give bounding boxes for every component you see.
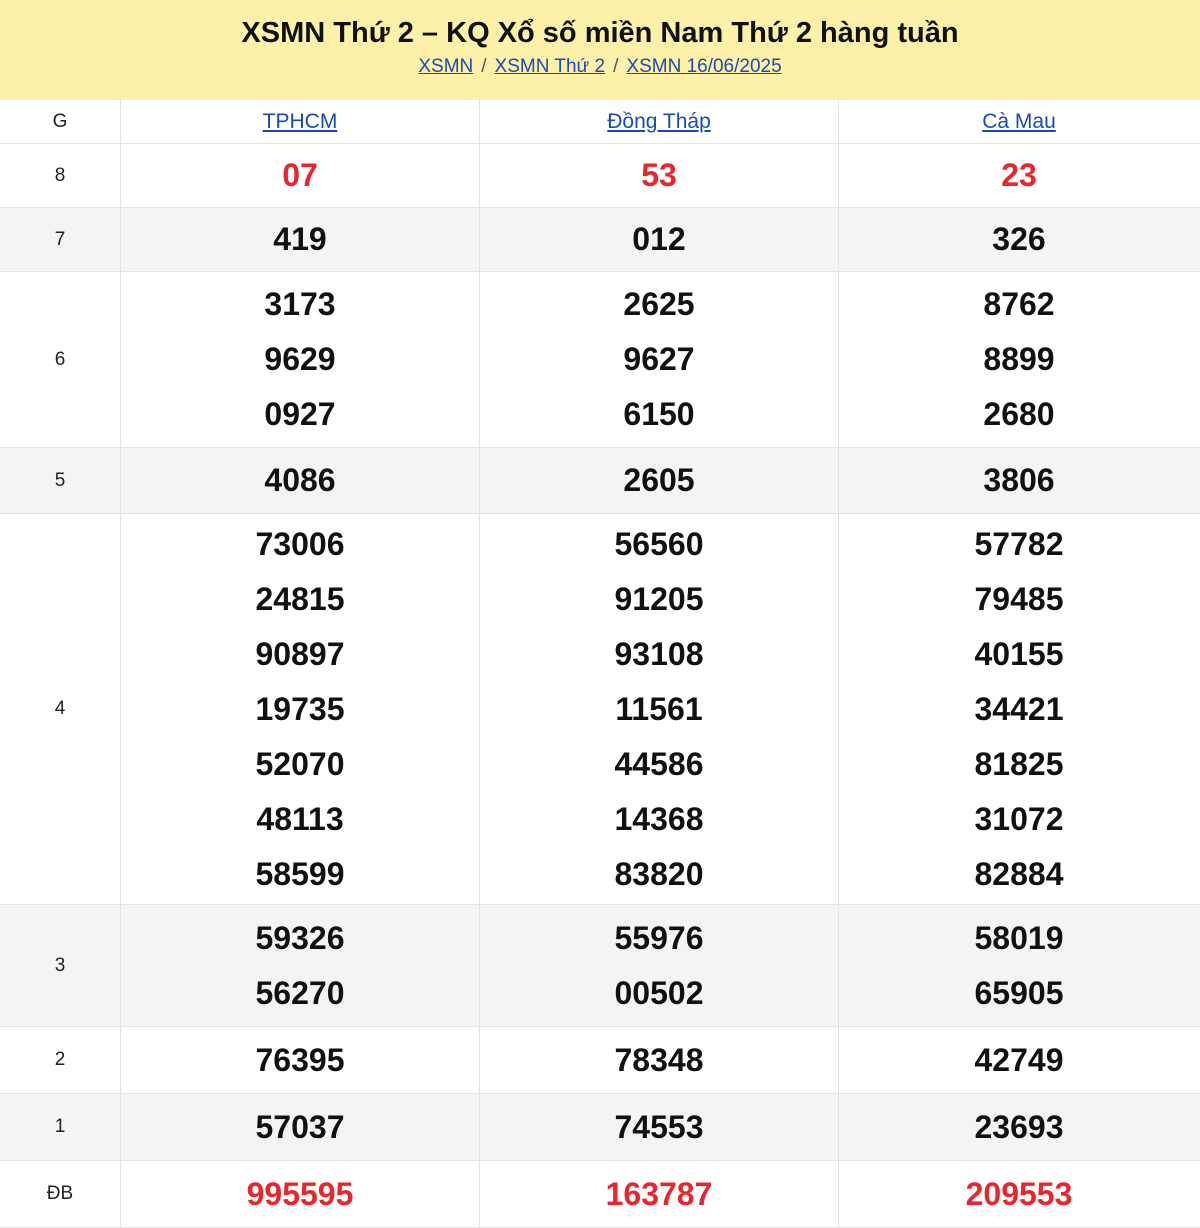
prize-row	[0, 1161, 1200, 1228]
result-cell	[839, 514, 1199, 904]
result-cell	[839, 1161, 1199, 1227]
result-number: 23	[1001, 157, 1037, 193]
province-link-ca-mau[interactable]: Cà Mau	[982, 109, 1056, 133]
result-cell	[480, 1094, 839, 1160]
result-number: 19735	[255, 690, 345, 727]
result-cell	[121, 905, 480, 1026]
result-cell	[480, 208, 839, 271]
province-link-tphcm[interactable]: TPHCM	[262, 109, 338, 133]
result-cell	[480, 1027, 839, 1093]
prize-label: 1	[0, 1094, 121, 1160]
prize-row	[0, 1027, 1200, 1094]
result-number: 995595	[246, 1175, 354, 1212]
result-number: 3806	[983, 462, 1055, 498]
page-title: XSMN Thứ 2 – KQ Xổ số miền Nam Thứ 2 hàng tuần	[241, 17, 959, 49]
result-number: 57037	[255, 1108, 345, 1145]
result-number: 3173	[264, 286, 336, 322]
result-cell	[121, 272, 480, 447]
result-number: 93108	[614, 635, 704, 672]
table-header-row	[0, 100, 1200, 144]
prize-label: 5	[0, 448, 121, 513]
result-number: 209553	[965, 1175, 1073, 1212]
result-number: 2680	[983, 396, 1055, 432]
result-number: 74553	[614, 1108, 704, 1145]
result-number: 56560	[614, 525, 704, 562]
result-cell	[839, 905, 1199, 1026]
result-cell	[480, 905, 839, 1026]
results-table	[0, 100, 1200, 1228]
result-number: 42749	[974, 1041, 1064, 1078]
prize-label: 8	[0, 144, 121, 207]
prize-label: ĐB	[0, 1161, 121, 1227]
prize-row	[0, 514, 1200, 905]
result-number: 82884	[974, 855, 1064, 892]
result-cell	[121, 514, 480, 904]
page-header	[0, 0, 1200, 100]
result-number: 83820	[614, 855, 704, 892]
result-number: 07	[282, 157, 318, 193]
breadcrumb-link-date[interactable]: XSMN 16/06/2025	[626, 56, 782, 77]
result-number: 0927	[264, 396, 336, 432]
prize-row	[0, 905, 1200, 1027]
result-number: 419	[273, 221, 327, 257]
result-number: 65905	[974, 974, 1064, 1011]
breadcrumb-separator: /	[481, 56, 487, 77]
result-number: 81825	[974, 745, 1064, 782]
result-number: 53	[641, 157, 677, 193]
result-cell	[121, 1094, 480, 1160]
result-number: 9627	[623, 341, 695, 377]
result-number: 73006	[255, 525, 345, 562]
result-number: 76395	[255, 1041, 345, 1078]
province-link-dong-thap[interactable]: Đồng Tháp	[607, 109, 711, 133]
result-number: 4086	[264, 462, 336, 498]
result-number: 59326	[255, 919, 345, 956]
result-number: 90897	[255, 635, 345, 672]
result-cell	[839, 208, 1199, 271]
result-cell	[121, 1161, 480, 1227]
result-cell	[480, 144, 839, 207]
result-number: 326	[992, 221, 1046, 257]
result-number: 48113	[256, 800, 344, 837]
province-header-ca-mau	[839, 100, 1199, 143]
result-number: 8899	[983, 341, 1055, 377]
result-cell	[839, 272, 1199, 447]
result-number: 31072	[974, 800, 1064, 837]
prize-row	[0, 144, 1200, 208]
result-cell	[839, 448, 1199, 513]
result-number: 34421	[974, 690, 1064, 727]
result-number: 00502	[614, 974, 704, 1011]
prize-label: 6	[0, 272, 121, 447]
result-cell	[121, 1027, 480, 1093]
result-number: 55976	[614, 919, 704, 956]
result-number: 40155	[974, 635, 1064, 672]
result-number: 56270	[255, 974, 345, 1011]
result-cell	[480, 448, 839, 513]
result-cell	[121, 208, 480, 271]
result-number: 9629	[264, 341, 336, 377]
result-cell	[839, 144, 1199, 207]
result-number: 52070	[255, 745, 345, 782]
result-number: 012	[632, 221, 686, 257]
breadcrumb	[0, 56, 1200, 78]
result-cell	[839, 1027, 1199, 1093]
prize-row	[0, 448, 1200, 514]
province-header-dong-thap	[480, 100, 839, 143]
result-number: 24815	[255, 580, 345, 617]
result-number: 6150	[623, 396, 695, 432]
result-cell	[839, 1094, 1199, 1160]
prize-label: 2	[0, 1027, 121, 1093]
breadcrumb-separator: /	[613, 56, 619, 77]
prize-label: 7	[0, 208, 121, 271]
province-header-tphcm	[121, 100, 480, 143]
result-cell	[121, 448, 480, 513]
prize-label: 4	[0, 514, 121, 904]
result-cell	[480, 514, 839, 904]
prize-label: 3	[0, 905, 121, 1026]
prize-row	[0, 1094, 1200, 1161]
result-cell	[121, 144, 480, 207]
result-number: 14368	[614, 800, 704, 837]
result-cell	[480, 1161, 839, 1227]
result-number: 57782	[974, 525, 1064, 562]
result-number: 58019	[974, 919, 1064, 956]
result-number: 79485	[974, 580, 1064, 617]
breadcrumb-link-xsmn[interactable]: XSMN	[418, 56, 474, 77]
result-number: 2625	[623, 286, 695, 322]
prize-row	[0, 208, 1200, 272]
result-cell	[480, 272, 839, 447]
result-number: 2605	[623, 462, 695, 498]
result-number: 8762	[983, 286, 1055, 322]
result-number: 11561	[615, 690, 703, 727]
result-number: 163787	[605, 1175, 713, 1212]
prize-column-header: G	[0, 100, 121, 143]
result-number: 91205	[614, 580, 704, 617]
prize-row	[0, 272, 1200, 448]
breadcrumb-link-xsmn-thu-2[interactable]: XSMN Thứ 2	[494, 56, 606, 77]
result-number: 58599	[255, 855, 345, 892]
result-number: 78348	[614, 1041, 704, 1078]
result-number: 23693	[974, 1108, 1064, 1145]
result-number: 44586	[614, 745, 704, 782]
